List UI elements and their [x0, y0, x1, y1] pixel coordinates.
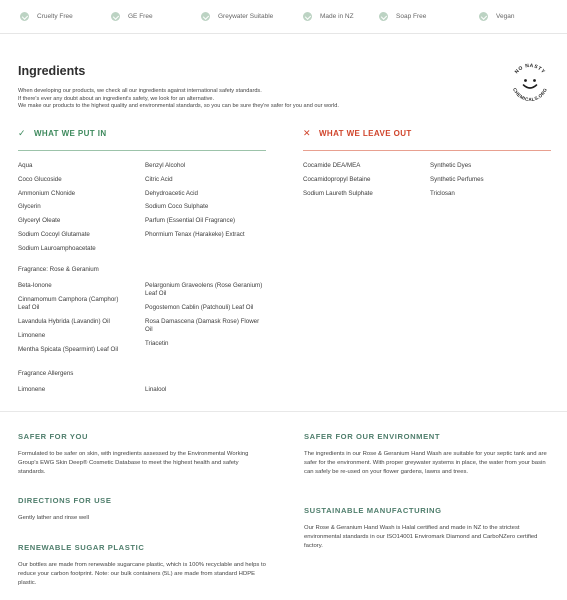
directions-for-use-text: Gently lather and rinse well: [18, 515, 90, 521]
list-item: Glyceryl Oleate: [18, 217, 61, 225]
list-item: Limonene: [18, 332, 46, 339]
leave-out-list-col1: [303, 162, 373, 203]
check-icon: [111, 12, 120, 21]
check-icon: [379, 12, 388, 21]
renewable-sugar-plastic-text: Our bottles are made from renewable sugarcane plastic, which is 100% recyclable and helps to reduce your carbon footprint. Note: our bulk containers (5L) are made from standard HDPE plastic.: [18, 562, 266, 586]
check-icon: [479, 12, 488, 21]
list-item: Pelargonium Graveolens (Rose Geranium) Leaf Oil: [145, 282, 263, 297]
list-item: Pogostemon Cablin (Patchouli) Leaf Oil: [145, 304, 254, 311]
list-item: Beta-Ionone: [18, 282, 52, 289]
badge-label: Soap Free: [396, 13, 427, 20]
check-icon: [303, 12, 312, 21]
badge-vegan: [479, 12, 514, 21]
intro-line: We make our products to the highest quality and environmental standards, so you can be sure they're safer for you and our world.: [18, 103, 339, 110]
fragrance-list-col2: [145, 282, 267, 354]
leave-out-title: WHAT WE LEAVE OUT: [318, 129, 412, 138]
no-nasty-chemicals-logo: [507, 60, 553, 106]
list-item: Ammonium CNonide: [18, 189, 76, 197]
check-icon: ✓: [18, 128, 26, 138]
fragrance-list-col1: [18, 282, 130, 360]
sustainable-manufacturing-text: Our Rose & Geranium Hand Wash is Halal certified and made in NZ to the strictest environmental standards in our ISO14001 Enviromark Diamond and CarboNZero certified factory.: [304, 525, 538, 549]
leave-out-list-col2: [430, 162, 484, 203]
badge-greywater-suitable: [201, 12, 273, 21]
list-item: Cinnamomum Camphora (Camphor) Leaf Oil: [18, 296, 119, 311]
fragrance-allergens-subheading: Fragrance Allergens: [18, 370, 74, 377]
badge-label: GE Free: [128, 13, 153, 20]
badge-made-in-nz: [303, 12, 354, 21]
list-item: Cocamide DEA/MEA: [303, 162, 361, 169]
feature-badges-bar: [0, 0, 567, 34]
list-item: Triacetin: [145, 340, 169, 347]
cross-icon: ✕: [303, 128, 311, 138]
safer-for-you-title: SAFER FOR YOU: [18, 432, 89, 441]
what-we-put-in-heading: [18, 128, 107, 139]
list-item: Sodium Laureth Sulphate: [303, 189, 373, 197]
list-item: Parfum (Essential Oil Fragrance): [145, 217, 236, 225]
check-icon: [201, 12, 210, 21]
list-item: Lavandula Hybrida (Lavandin) Oil: [18, 318, 110, 325]
list-item: Limonene: [18, 386, 46, 393]
renewable-sugar-plastic-title: RENEWABLE SUGAR PLASTIC: [18, 543, 145, 552]
safer-for-you-text: Formulated to be safer on skin, with ingredients assessed by the Environmental Working Group's EWG Skin Deep® Cosmetic Database to meet the highest health and safety standards.: [18, 451, 249, 475]
badge-cruelty-free: [20, 12, 73, 21]
list-item: Sodium Lauroamphoacetate: [18, 244, 96, 252]
intro-line: If there's ever any doubt about an ingredient's safety, we look for an alternative.: [18, 95, 215, 102]
list-item: Synthetic Perfumes: [430, 175, 484, 183]
badge-label: Cruelty Free: [37, 13, 73, 20]
list-item: Sodium Coco Sulphate: [145, 203, 209, 211]
allergens-list-col1: [18, 386, 45, 394]
list-item: Mentha Spicata (Spearmint) Leaf Oil: [18, 346, 119, 353]
list-item: Cocamidopropyl Betaine: [303, 175, 371, 183]
list-item: Linalool: [145, 386, 167, 393]
list-item: Synthetic Dyes: [430, 162, 472, 169]
fragrance-subheading: Fragrance: Rose & Geranium: [18, 266, 99, 273]
badge-soap-free: [379, 12, 426, 21]
safer-for-environment-text: The ingredients in our Rose & Geranium Hand Wash are suitable for your septic tank and are safer for the environment. With proper greywater systems in place, the water from your basin can safely be re-used on your flower gardens, lawns and trees.: [304, 451, 547, 475]
what-we-leave-out-heading: [303, 128, 412, 139]
list-item: Citric Acid: [145, 175, 173, 183]
list-item: Aqua: [18, 162, 33, 169]
intro-line: When developing our products, we check all our ingredients against international safety standards.: [18, 88, 262, 94]
intro-text: [18, 88, 488, 111]
logo-top-text: NO NASTY: [513, 62, 547, 76]
list-item: Phormium Tenax (Harakeke) Extract: [145, 230, 245, 238]
smiley-face-icon: [524, 79, 537, 88]
section-divider: [0, 411, 567, 412]
svg-text:CHEMICALS.ORG: [512, 87, 548, 102]
directions-for-use-title: DIRECTIONS FOR USE: [18, 496, 112, 505]
put-in-divider: [18, 150, 266, 151]
badge-label: Vegan: [496, 13, 515, 20]
list-item: Coco Glucoside: [18, 175, 62, 183]
put-in-list-col1: [18, 162, 96, 259]
page-title: Ingredients: [18, 64, 86, 78]
list-item: Glycerin: [18, 203, 41, 211]
svg-text:NO NASTY: [514, 63, 546, 75]
put-in-title: WHAT WE PUT IN: [33, 129, 107, 138]
badge-label: Made in NZ: [320, 13, 354, 20]
logo-bottom-text: CHEMICALS.ORG: [511, 87, 549, 103]
badge-label: Greywater Suitable: [218, 13, 274, 20]
put-in-list-col2: [145, 162, 245, 245]
leave-out-divider: [303, 150, 551, 151]
list-item: Rosa Damascena (Damask Rose) Flower Oil: [145, 318, 260, 333]
list-item: Benzyl Alcohol: [145, 162, 186, 169]
badge-ge-free: [111, 12, 153, 21]
safer-for-environment-title: SAFER FOR OUR ENVIRONMENT: [304, 432, 441, 441]
check-icon: [20, 12, 29, 21]
list-item: Dehydroacetic Acid: [145, 189, 198, 197]
list-item: Triclosan: [430, 189, 455, 197]
list-item: Sodium Cocoyl Glutamate: [18, 230, 90, 238]
allergens-list-col2: [145, 386, 166, 394]
sustainable-manufacturing-title: SUSTAINABLE MANUFACTURING: [304, 506, 442, 515]
